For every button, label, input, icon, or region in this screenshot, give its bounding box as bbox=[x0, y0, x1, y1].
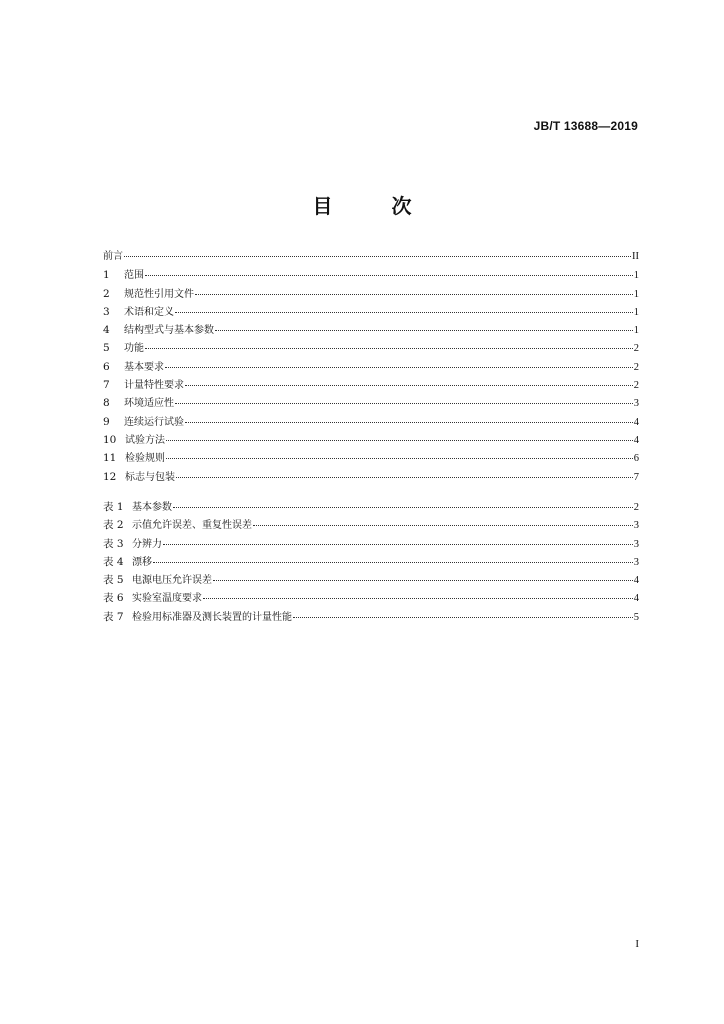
toc-entry[interactable] bbox=[103, 285, 639, 303]
toc-leader-dots bbox=[153, 561, 633, 563]
toc-entry-number: 6 bbox=[103, 360, 110, 373]
toc-table-entry[interactable] bbox=[103, 571, 639, 589]
toc-entry-label: 结构型式与基本参数 bbox=[124, 325, 214, 337]
toc-table-entry[interactable] bbox=[103, 589, 639, 607]
toc-entry[interactable] bbox=[103, 376, 639, 394]
toc-leader-dots bbox=[166, 439, 633, 441]
toc-table-entry[interactable] bbox=[103, 516, 639, 534]
toc-sections-list bbox=[103, 248, 639, 486]
toc-entry[interactable] bbox=[103, 321, 639, 339]
toc-entry-page: 1 bbox=[633, 306, 639, 318]
toc-entry-page: 3 bbox=[633, 398, 639, 410]
toc-leader-dots bbox=[203, 597, 633, 599]
toc-entry-page: 6 bbox=[633, 453, 639, 465]
toc-leader-dots bbox=[173, 506, 633, 508]
toc-leader-dots bbox=[176, 476, 633, 478]
toc-entry-label: 规范性引用文件 bbox=[124, 288, 194, 300]
toc-entry-number: 表 4 bbox=[103, 555, 124, 568]
toc-leader-dots bbox=[145, 347, 633, 349]
toc-entry[interactable] bbox=[103, 468, 639, 486]
toc-entry-label: 电源电压允许误差 bbox=[132, 575, 212, 587]
toc-entry-label: 标志与包装 bbox=[125, 471, 175, 483]
toc-entry-label: 检验用标准器及测长装置的计量性能 bbox=[132, 611, 292, 623]
toc-entry-page: 3 bbox=[633, 538, 639, 550]
toc-entry-label: 范围 bbox=[124, 270, 144, 282]
toc-entry-label: 环境适应性 bbox=[124, 398, 174, 410]
toc-entry-number: 7 bbox=[103, 379, 110, 392]
toc-entry-number: 表 2 bbox=[103, 519, 124, 532]
toc-entry-number: 12 bbox=[103, 470, 117, 483]
toc-entry-number: 5 bbox=[103, 342, 110, 355]
toc-entry-label: 检验规则 bbox=[125, 453, 165, 465]
toc-entry-page: 4 bbox=[633, 593, 639, 605]
toc-entry-label: 基本参数 bbox=[132, 502, 172, 513]
toc-leader-dots bbox=[253, 524, 633, 526]
toc-entry[interactable] bbox=[103, 394, 639, 412]
toc-entry-page: II bbox=[632, 251, 639, 262]
toc-entry-label: 前言 bbox=[103, 251, 123, 262]
toc-leader-dots bbox=[166, 457, 633, 459]
toc-leader-dots bbox=[185, 384, 633, 386]
toc-entry-number: 4 bbox=[103, 324, 110, 337]
toc-leader-dots bbox=[185, 421, 633, 423]
toc-entry-number: 8 bbox=[103, 397, 110, 410]
toc-leader-dots bbox=[145, 274, 633, 276]
toc-entry-label: 试验方法 bbox=[125, 434, 165, 446]
toc-leader-dots bbox=[175, 402, 633, 404]
page-number: I bbox=[635, 938, 639, 950]
toc-entry-page: 5 bbox=[633, 611, 639, 623]
toc-leader-dots bbox=[175, 311, 633, 313]
toc-tables-list bbox=[103, 498, 639, 626]
toc-entry-number: 表 3 bbox=[103, 537, 124, 550]
toc-leader-dots bbox=[124, 255, 631, 257]
toc-entry-number: 表 1 bbox=[103, 501, 124, 513]
toc-entry-label: 分辨力 bbox=[132, 538, 162, 550]
toc-entry-label: 示值允许误差、重复性误差 bbox=[132, 520, 252, 532]
toc-entry-number: 9 bbox=[103, 415, 110, 428]
toc-entry-page: 2 bbox=[633, 380, 639, 392]
toc-leader-dots bbox=[215, 329, 633, 331]
toc-entry[interactable] bbox=[103, 449, 639, 467]
toc-entry-page: 4 bbox=[633, 416, 639, 428]
toc-entry-label: 功能 bbox=[124, 343, 144, 355]
toc-entry-number: 1 bbox=[103, 269, 110, 282]
toc-entry-label: 计量特性要求 bbox=[124, 380, 184, 392]
toc-entry-number: 10 bbox=[103, 433, 117, 446]
toc-entry[interactable] bbox=[103, 431, 639, 449]
toc-entry-number: 11 bbox=[103, 452, 117, 465]
toc-entry-page: 4 bbox=[633, 434, 639, 446]
toc-entry-page: 1 bbox=[633, 288, 639, 300]
toc-table-entry[interactable] bbox=[103, 498, 639, 516]
toc-leader-dots bbox=[293, 616, 633, 618]
toc-entry-label: 术语和定义 bbox=[124, 306, 174, 318]
toc-entry[interactable] bbox=[103, 339, 639, 357]
toc-entry-number: 2 bbox=[103, 287, 110, 300]
toc-entry-label: 实验室温度要求 bbox=[132, 593, 202, 605]
toc-leader-dots bbox=[163, 543, 633, 545]
toc-entry[interactable] bbox=[103, 358, 639, 376]
toc-title: 目 次 bbox=[312, 194, 438, 218]
toc-entry[interactable] bbox=[103, 248, 639, 266]
toc-entry[interactable] bbox=[103, 303, 639, 321]
toc-entry[interactable] bbox=[103, 413, 639, 431]
standard-number: JB/T 13688—2019 bbox=[533, 119, 638, 133]
toc-entry-number: 表 7 bbox=[103, 610, 124, 623]
toc-entry-label: 漂移 bbox=[132, 556, 152, 568]
toc-entry-page: 4 bbox=[633, 575, 639, 587]
toc-entry-page: 2 bbox=[633, 343, 639, 355]
toc-entry-page: 3 bbox=[633, 556, 639, 568]
toc-entry-label: 基本要求 bbox=[124, 361, 164, 373]
toc-leader-dots bbox=[165, 366, 633, 368]
toc-table-entry[interactable] bbox=[103, 535, 639, 553]
toc-table-entry[interactable] bbox=[103, 553, 639, 571]
toc-entry-page: 1 bbox=[633, 270, 639, 282]
toc-leader-dots bbox=[195, 293, 633, 295]
toc-table-entry[interactable] bbox=[103, 608, 639, 626]
toc-entry-number: 3 bbox=[103, 305, 110, 318]
toc-entry-number: 表 6 bbox=[103, 592, 124, 605]
toc-entry-page: 2 bbox=[633, 361, 639, 373]
toc-entry-page: 1 bbox=[633, 325, 639, 337]
toc-entry-page: 7 bbox=[633, 471, 639, 483]
toc-entry-page: 3 bbox=[633, 520, 639, 532]
toc-entry-page: 2 bbox=[633, 502, 639, 513]
toc-entry-label: 连续运行试验 bbox=[124, 416, 184, 428]
toc-entry[interactable] bbox=[103, 266, 639, 284]
toc-leader-dots bbox=[213, 579, 633, 581]
toc-entry-number: 表 5 bbox=[103, 574, 124, 587]
